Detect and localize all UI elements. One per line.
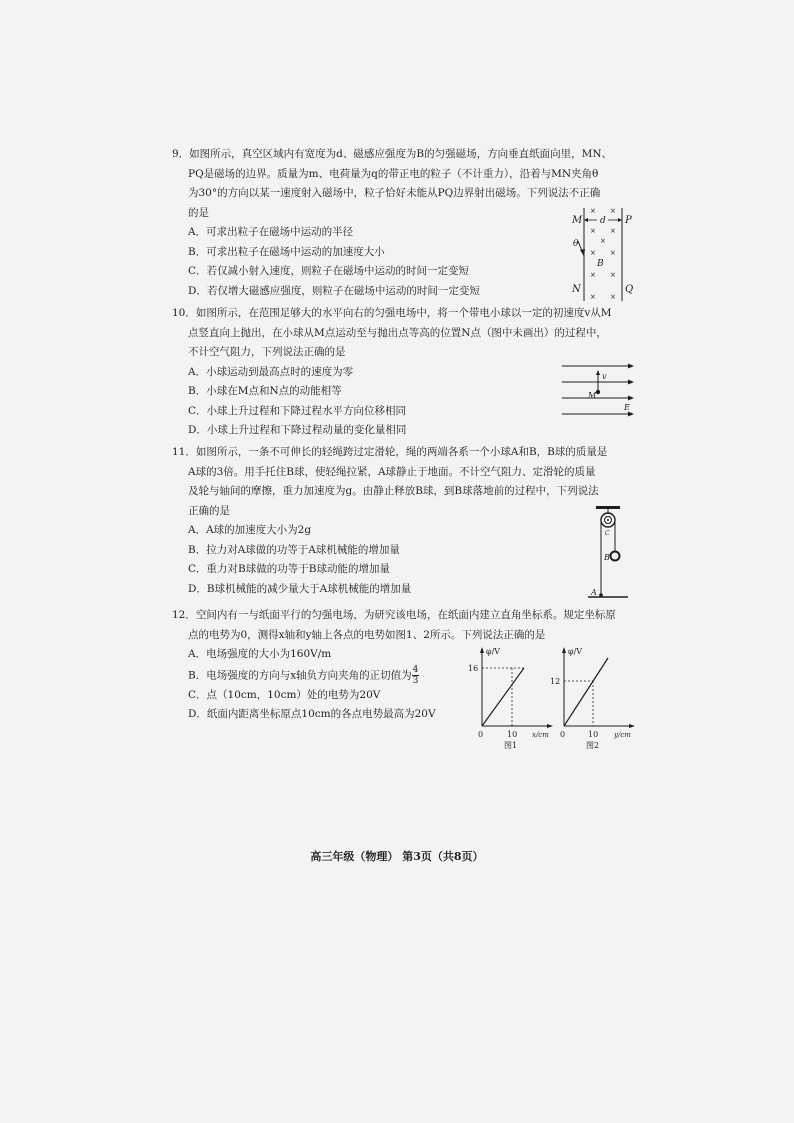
svg-text:16: 16 bbox=[468, 664, 479, 673]
q11-stem-line-4: 正确的是 bbox=[188, 504, 230, 517]
svg-text:×: × bbox=[590, 293, 596, 301]
q12-figure-2 bbox=[548, 644, 640, 750]
q12-option-a: A．电场强度的大小为160V/m bbox=[188, 648, 332, 660]
ball-a bbox=[599, 593, 603, 597]
svg-text:×: × bbox=[610, 227, 616, 235]
label-n: N bbox=[572, 284, 581, 295]
q11-stem-line-1: 11．如图所示，一条不可伸长的轻绳跨过定滑轮，绳的两端各系一个小球A和B，B球的质量是 bbox=[172, 446, 608, 458]
q12-option-b-text: B．电场强度的方向与x轴负方向夹角的正切值为 bbox=[188, 669, 412, 681]
q10-option-c: C．小球上升过程和下降过程水平方向位移相同 bbox=[188, 404, 407, 417]
q10-option-b: B．小球在M点和N点的动能相等 bbox=[188, 385, 342, 397]
label-m: M bbox=[572, 215, 583, 226]
label-b: B bbox=[597, 259, 604, 269]
q10-electric-field-figure bbox=[562, 360, 636, 422]
svg-text:×: × bbox=[610, 271, 616, 279]
svg-text:φ/V: φ/V bbox=[486, 647, 501, 656]
svg-text:M: M bbox=[588, 391, 597, 400]
q9-stem-line-1: 9．如图所示，真空区域内有宽度为d、磁感应强度为B的匀强磁场，方向垂直纸面向里，MN、 bbox=[172, 148, 613, 160]
svg-text:C: C bbox=[605, 530, 610, 537]
svg-text:x/cm: x/cm bbox=[532, 731, 549, 739]
q12-stem-line-2: 点的电势为0，测得x轴和y轴上各点的电势如图1、2所示。下列说法正确的是 bbox=[188, 628, 546, 641]
q11-pulley-figure bbox=[588, 506, 630, 602]
q12-figure-1 bbox=[466, 644, 561, 750]
q10-stem-line-2: 点竖直向上抛出，在小球从M点运动至与抛出点等高的位置N点（图中未画出）的过程中， bbox=[188, 326, 607, 339]
q11-option-b: B．拉力对A球做的功等于A球机械能的增加量 bbox=[188, 543, 400, 556]
svg-text:φ/V: φ/V bbox=[568, 647, 583, 656]
svg-text:×: × bbox=[610, 293, 616, 301]
q9-option-d: D．若仅增大磁感应强度，则粒子在磁场中运动的时间一定变短 bbox=[188, 284, 480, 297]
question-10 bbox=[172, 304, 612, 441]
page-footer: 高三年级（物理） 第3页（共8页） bbox=[310, 850, 484, 863]
q9-stem-line-4: 的是 bbox=[188, 206, 209, 219]
svg-text:B: B bbox=[604, 553, 610, 562]
svg-text:v: v bbox=[602, 372, 607, 381]
charged-ball bbox=[596, 390, 600, 394]
label-q: Q bbox=[625, 284, 634, 295]
q11-option-a: A．A球的加速度大小为2g bbox=[188, 524, 312, 536]
ceiling bbox=[596, 506, 620, 509]
q12-stem-line-1: 12．空间内有一与纸面平行的匀强电场，为研究该电场，在纸面内建立直角坐标系。规定坐标原 bbox=[172, 609, 616, 621]
potential-line bbox=[482, 668, 524, 726]
q9-option-b: B．可求出粒子在磁场中运动的加速度大小 bbox=[188, 245, 385, 258]
q11-stem-line-3: 及轮与轴间的摩擦，重力加速度为g。由静止释放B球，到B球落地前的过程中，下列说法 bbox=[188, 485, 599, 497]
svg-text:0: 0 bbox=[478, 730, 484, 739]
q12-option-c: C．点（10cm，10cm）处的电势为20V bbox=[188, 688, 381, 701]
svg-text:E: E bbox=[624, 403, 630, 412]
svg-text:图2: 图2 bbox=[586, 741, 600, 750]
q10-option-a: A．小球运动到最高点时的速度为零 bbox=[188, 365, 354, 378]
q9-magnetic-field-figure bbox=[564, 203, 644, 303]
svg-text:12: 12 bbox=[550, 677, 561, 686]
potential-line bbox=[564, 658, 608, 726]
q10-stem-line-1: 10．如图所示，在范围足够大的水平向右的匀强电场中，将一个带电小球以一定的初速度v从M bbox=[172, 307, 612, 319]
label-theta: θ bbox=[573, 239, 579, 249]
svg-text:图1: 图1 bbox=[504, 741, 518, 750]
q12-option-d: D．纸面内距离坐标原点10cm的各点电势最高为20V bbox=[188, 708, 436, 720]
svg-text:×: × bbox=[590, 249, 596, 257]
svg-text:0: 0 bbox=[560, 730, 566, 739]
svg-text:×: × bbox=[610, 249, 616, 257]
svg-text:×: × bbox=[600, 237, 606, 245]
q9-stem-line-3: 为30°的方向以某一速度射入磁场中，粒子恰好未能从PQ边界射出磁场。下列说法不正确 bbox=[188, 187, 601, 199]
q12-option-b-fraction: $\frac{4}{3}$ bbox=[412, 664, 419, 686]
svg-text:10: 10 bbox=[588, 730, 599, 739]
svg-text:y/cm: y/cm bbox=[614, 731, 631, 739]
ball-b bbox=[611, 552, 620, 561]
question-11 bbox=[172, 443, 607, 599]
label-d: d bbox=[600, 216, 606, 226]
question-9 bbox=[172, 145, 612, 301]
svg-text:×: × bbox=[590, 227, 596, 235]
q11-option-d: D．B球机械能的减少量大于A球机械能的增加量 bbox=[188, 582, 412, 595]
q11-option-c: C．重力对B球做的功等于B球动能的增加量 bbox=[188, 563, 390, 575]
q10-option-d: D．小球上升过程和下降过程动量的变化量相同 bbox=[188, 424, 407, 436]
q11-stem-line-2: A球的3倍。用手托住B球，使轻绳拉紧，A球静止于地面。不计空气阻力、定滑轮的质量 bbox=[188, 465, 596, 478]
svg-text:×: × bbox=[590, 271, 596, 279]
svg-text:×: × bbox=[590, 207, 596, 215]
q9-option-a: A．可求出粒子在磁场中运动的半径 bbox=[188, 226, 354, 238]
svg-text:A: A bbox=[591, 588, 597, 597]
q9-stem-line-2: PQ是磁场的边界。质量为m、电荷量为q的带正电的粒子（不计重力），沿着与MN夹角θ bbox=[188, 167, 599, 180]
svg-text:×: × bbox=[610, 207, 616, 215]
svg-text:10: 10 bbox=[507, 730, 518, 739]
q9-option-c: C．若仅减小射入速度，则粒子在磁场中运动的时间一定变短 bbox=[188, 265, 470, 277]
q10-stem-line-3: 不计空气阻力，下列说法正确的是 bbox=[188, 346, 346, 358]
label-p: P bbox=[625, 215, 632, 226]
